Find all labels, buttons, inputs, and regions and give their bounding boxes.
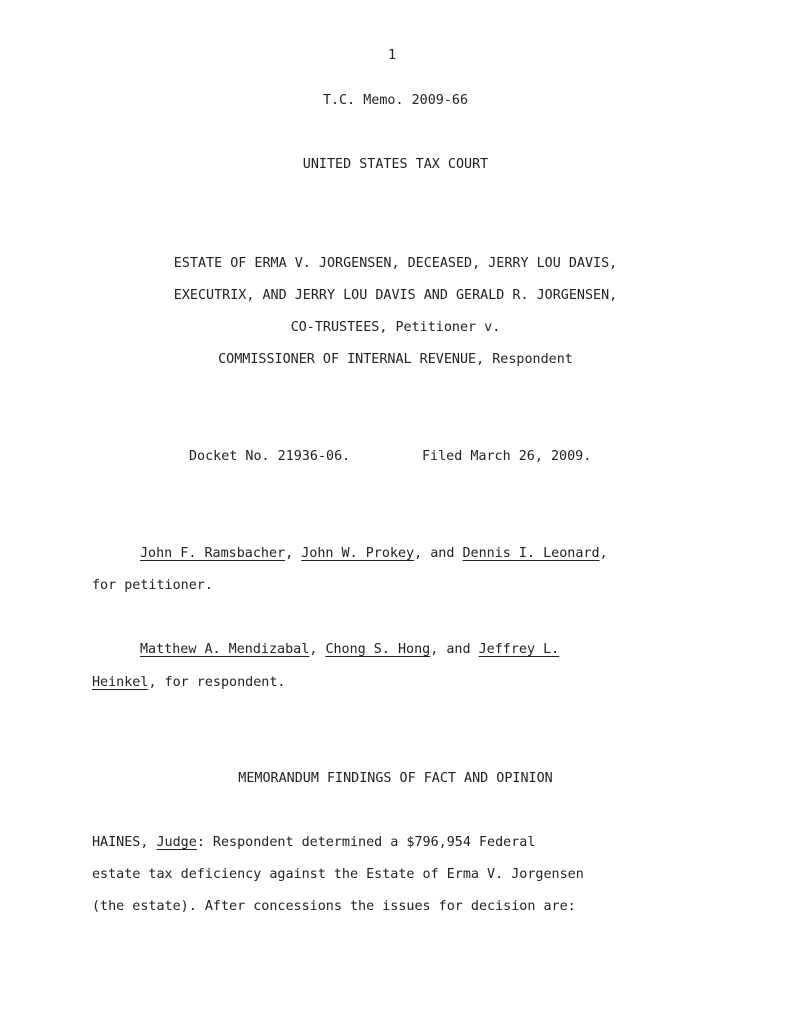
- respondent-counsel-line: [140, 642, 559, 658]
- counsel-name: Jeffrey L.: [478, 642, 560, 657]
- counsel-name: Chong S. Hong: [325, 642, 431, 657]
- caption-line-3: CO-TRUSTEES, Petitioner v.: [290, 320, 501, 335]
- counsel-name: Heinkel: [92, 675, 149, 690]
- opinion-line-2: estate tax deficiency against the Estate of Erma V. Jorgensen: [92, 867, 584, 882]
- counsel-name: John F. Ramsbacher: [140, 546, 286, 561]
- counsel-name: John W. Prokey: [301, 546, 415, 561]
- separator: ,: [285, 546, 302, 561]
- separator: ,: [599, 546, 608, 561]
- separator: , and: [430, 642, 479, 657]
- court-name: UNITED STATES TAX COURT: [302, 157, 489, 172]
- opinion-text: : Respondent determined a $796,954 Federal: [196, 835, 536, 850]
- counsel-name: Dennis I. Leonard: [462, 546, 600, 561]
- opinion-line-1: [92, 835, 535, 851]
- caption-line-2: EXECUTRIX, AND JERRY LOU DAVIS AND GERALD R. JORGENSEN,: [173, 288, 618, 303]
- opinion-line-3: (the estate). After concessions the issues for decision are:: [92, 899, 576, 914]
- separator: ,: [309, 642, 326, 657]
- counsel-name: Matthew A. Mendizabal: [140, 642, 310, 657]
- petitioner-counsel-line: [140, 546, 608, 562]
- petitioner-label: for petitioner.: [92, 578, 213, 593]
- respondent-label-line: [92, 675, 286, 691]
- separator: , and: [414, 546, 463, 561]
- section-heading: MEMORANDUM FINDINGS OF FACT AND OPINION: [238, 771, 553, 786]
- judge-title: Judge: [156, 835, 197, 850]
- page-number: 1: [388, 48, 397, 63]
- caption-line-4: COMMISSIONER OF INTERNAL REVENUE, Respondent: [218, 352, 573, 367]
- judge-name: HAINES,: [92, 835, 157, 850]
- docket-number: Docket No. 21936-06.: [189, 449, 351, 464]
- filed-date: Filed March 26, 2009.: [422, 449, 592, 464]
- respondent-label: , for respondent.: [148, 675, 286, 690]
- memo-number: T.C. Memo. 2009-66: [322, 93, 469, 108]
- caption-line-1: ESTATE OF ERMA V. JORGENSEN, DECEASED, JERRY LOU DAVIS,: [173, 256, 618, 271]
